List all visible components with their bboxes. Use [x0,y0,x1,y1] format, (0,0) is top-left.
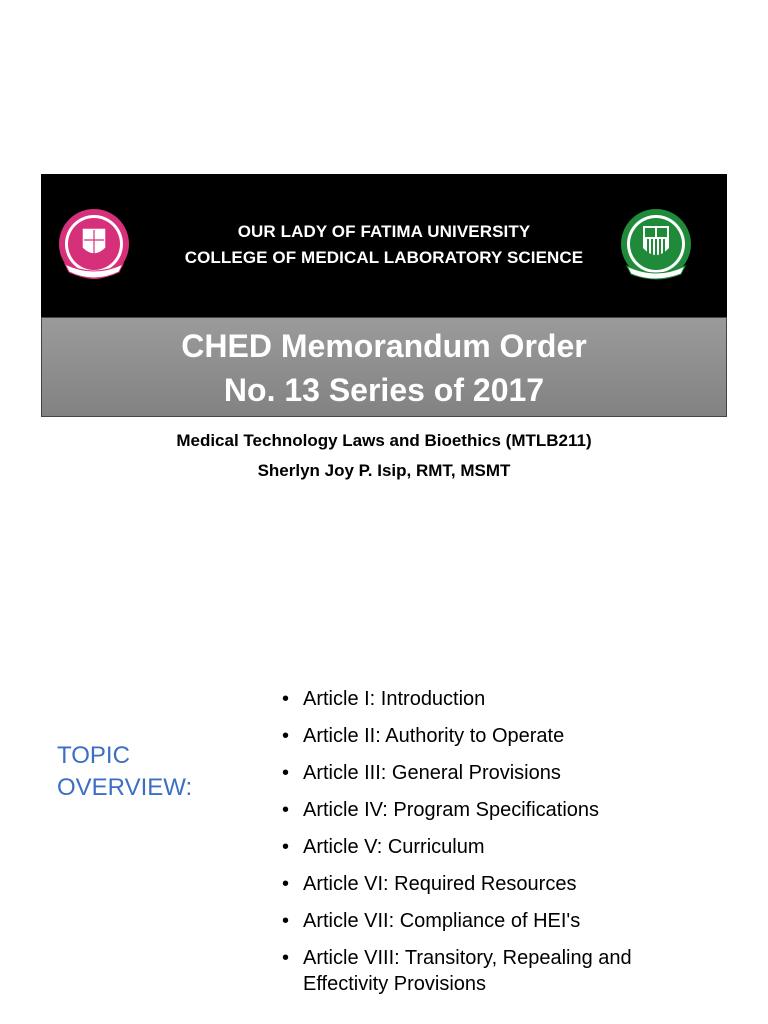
title-slide [0,0,768,500]
header-band [41,174,727,317]
article-label: Article VIII: Transitory, Repealing and Effectivity Provisions [303,947,632,995]
bullet-icon: • [282,836,290,858]
author-name: Sherlyn Joy P. Isip, RMT, MSMT [257,461,511,480]
list-item [282,760,722,786]
university-name: OUR LADY OF FATIMA UNIVERSITY [237,222,531,241]
article-list [282,686,722,1008]
university-seal-icon [57,204,131,284]
bullet-icon: • [282,725,290,747]
list-item [282,908,722,934]
bullet-icon: • [282,688,290,710]
article-label: Article V: Curriculum [303,836,485,858]
heading-line: OVERVIEW: [57,774,193,801]
presentation-title-line1: CHED Memorandum Order [181,328,587,364]
article-label: Article I: Introduction [303,688,486,710]
list-item [282,723,722,749]
topic-overview-heading [57,740,192,804]
presentation-title-line2: No. 13 Series of 2017 [223,372,545,408]
bullet-icon: • [282,762,290,784]
list-item [282,945,722,997]
title-band [41,317,727,417]
article-label: Article II: Authority to Operate [303,725,565,747]
bullet-icon: • [282,799,290,821]
course-name: Medical Technology Laws and Bioethics (MTLB211) [176,431,592,450]
bullet-icon: • [282,947,290,969]
list-item [282,871,722,897]
college-name: COLLEGE OF MEDICAL LABORATORY SCIENCE [184,248,584,267]
article-label: Article III: General Provisions [303,762,561,784]
article-label: Article VII: Compliance of HEI's [303,910,581,932]
article-label: Article VI: Required Resources [303,873,577,895]
article-label: Article IV: Program Specifications [303,799,600,821]
list-item [282,834,722,860]
list-item [282,797,722,823]
bullet-icon: • [282,910,290,932]
university-seal-icon [619,204,693,284]
heading-line: TOPIC [57,742,130,769]
bullet-icon: • [282,873,290,895]
overview-slide [0,660,768,1024]
list-item [282,686,722,712]
